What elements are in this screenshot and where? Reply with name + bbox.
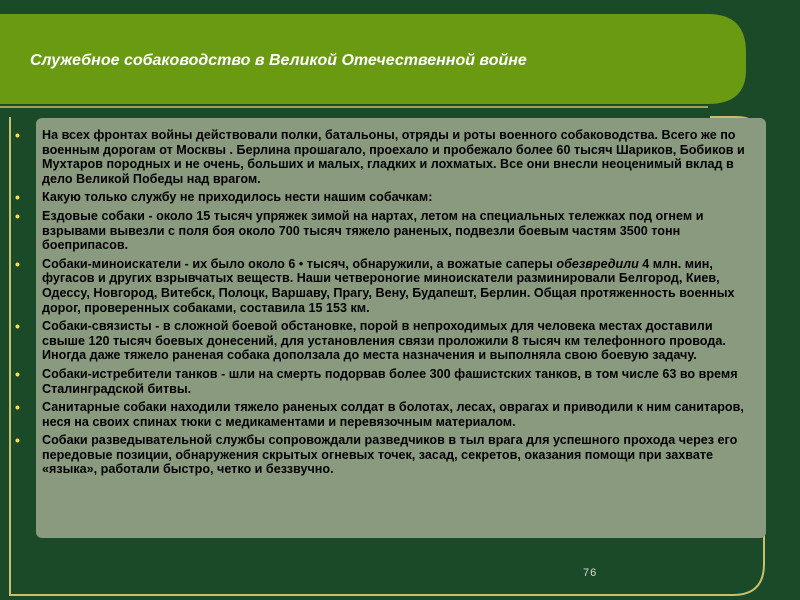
bullet-icon: • — [15, 365, 20, 382]
bullet-text: Собаки-связисты - в сложной боевой обстановке, порой в непроходимых для человека местах доставили свыше 120 тысяч боевых донесений, для установления связи проложили 8 тысяч км телефонного провода. Иногда даже тяжело раненая собака доползала до места назначения и выполняла свою боевую задачу. — [42, 319, 726, 363]
bullet-item — [15, 365, 758, 396]
bullet-icon: • — [15, 207, 20, 224]
bullet-icon: • — [15, 127, 20, 143]
bullet-item — [15, 432, 758, 477]
bullet-icon: • — [15, 255, 20, 272]
bullet-text: Санитарные собаки находили тяжело раненых солдат в болотах, лесах, оврагах и приводили к ним санитаров, неся на своих спинах тюки с медикаментами и перевязочным материалом. — [42, 400, 744, 429]
page-number: 76 — [583, 567, 598, 579]
slide-title: Служебное собаководство в Великой Отечественной войне — [30, 52, 527, 69]
bullet-text: Собаки разведывательной службы сопровождали разведчиков в тыл врага для успешного прохода через его передовые позиции, обнаружения скрытых огневых точек, засад, секретов, оказания помощи при захвате «языка», работали быстро, четко и беззвучно. — [42, 433, 738, 477]
bullet-icon: • — [15, 189, 20, 206]
bullet-item — [15, 255, 758, 315]
bullet-text: Собаки-миноискатели - их было около 6 • тысяч, обнаружили, а вожатые саперы обезвредили 4 млн. мин, фугасов и других взрывчатых веществ. Наши четвероногие миноискатели разминировали Белгород, Киев, Одессу, Новгород, Витебск, Полоцк, Варшаву, Прагу, Вену, Будапешт, Берлин. Общая протяженность военных дорог, проверенных собаками, составила 15 153 км. — [42, 256, 735, 315]
bullet-text: На всех фронтах войны действовали полки, батальоны, отряды и роты военного собаководства. Всего же по военным дорогам от Москвы . Берлина прошагало, проехало и пробежало более 60 тысяч Шариков, Бобиков и Мухтаров породных и не очень, больших и малых, гладких и лохматых. Все они внесли неоценимый вклад в дело Великой Победы над врагом. — [42, 128, 745, 186]
bullet-list — [15, 118, 766, 477]
bullet-item — [15, 399, 758, 429]
content-panel — [15, 118, 766, 538]
bullet-icon: • — [15, 432, 20, 449]
bullet-item — [15, 127, 758, 186]
bullet-text: Ездовые собаки - около 15 тысяч упряжек зимой на нартах, летом на специальных тележках под огнем и взрывами вывезли с поля боя около 700 тысяч тяжело раненых, подвезли боевым частям 3500 тонн боеприпасов. — [42, 208, 704, 253]
bullet-item — [15, 318, 758, 363]
bullet-text: Собаки-истребители танков - шли на смерть подорвав более 300 фашистских танков, в том числе 63 во время Сталинградской битвы. — [42, 366, 738, 396]
bullet-item — [15, 207, 758, 253]
bullet-icon: • — [15, 399, 20, 416]
bullet-text: Какую только службу не приходилось нести нашим собачкам: — [42, 190, 433, 205]
bullet-item — [15, 189, 758, 206]
bullet-icon: • — [15, 318, 20, 335]
